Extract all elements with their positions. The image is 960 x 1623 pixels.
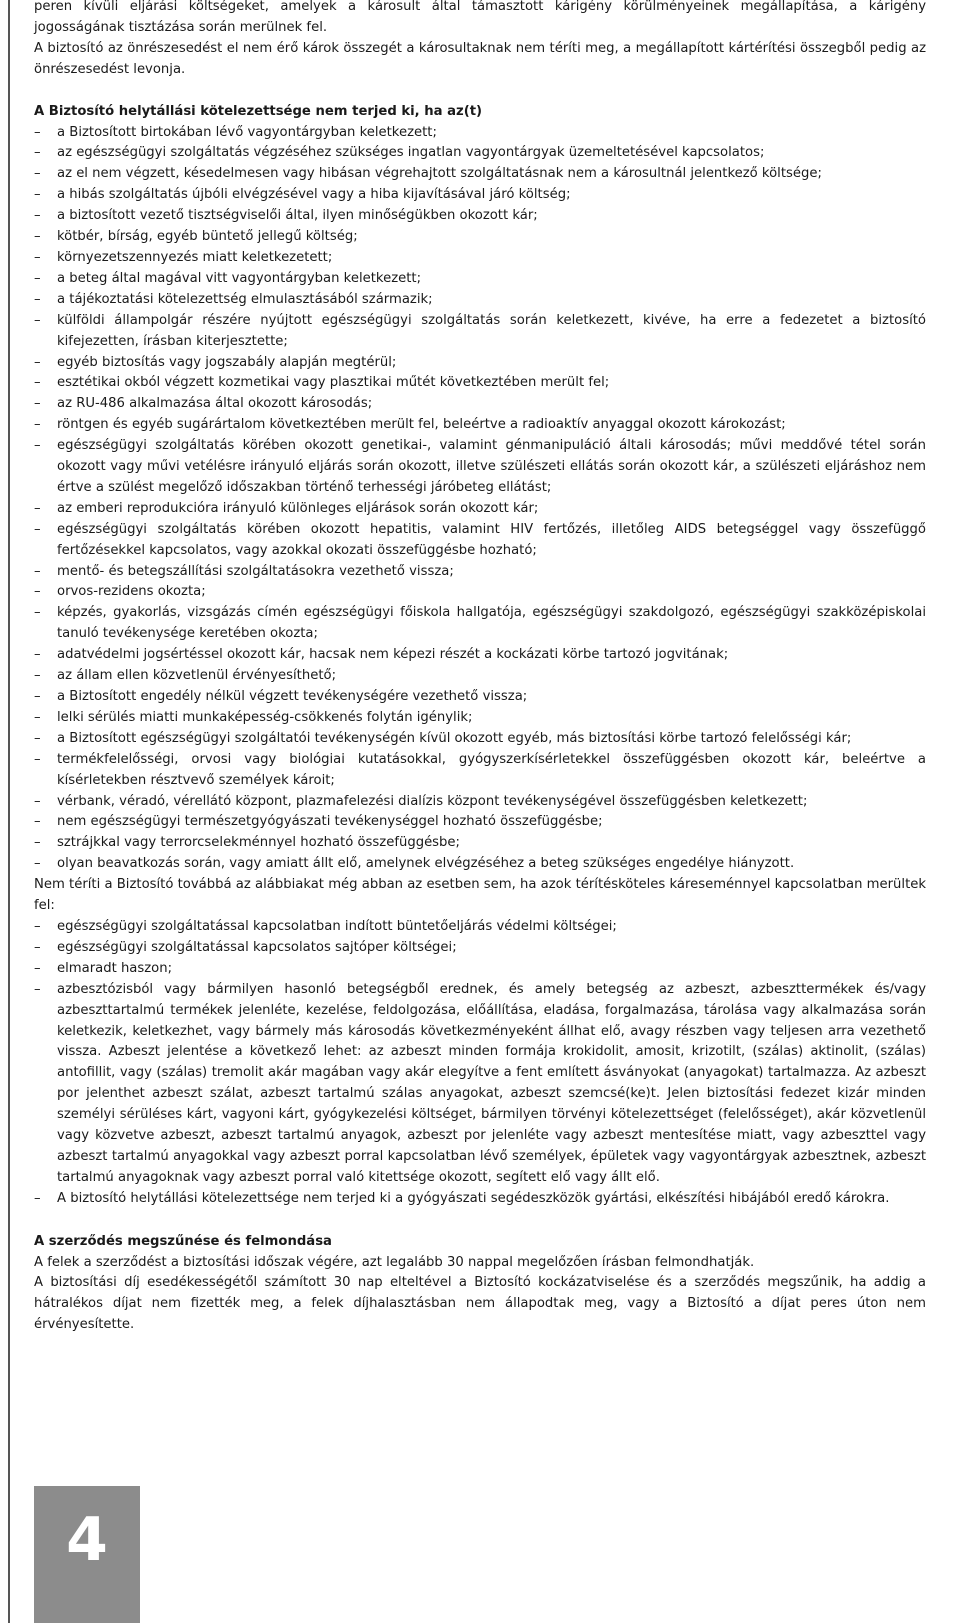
list-item: – egészségügyi szolgáltatás körében okozott genetikai-, valamint génmanipuláció általi károsodás; művi meddővé tétel során okozott vagy művi vetélésre irányuló eljárás során okozott, illetve szülészeti ellátás során okozott kár, a szülészeti eljáráshoz nem értve a szülést megelőző időszakban történő terhességi járóbeteg ellátást; [34, 436, 926, 499]
costs-intro: Nem téríti a Biztosító továbbá az alábbiakat még abban az esetben sem, ha azok térítésköteles káreseménnyel kapcsolatban merültek fel: [34, 877, 926, 914]
list-item: – vérbank, véradó, vérellátó központ, plazmafelezési dialízis központ tevékenységével összefüggésben keletkezett; [34, 792, 926, 813]
paragraph-deductible: A biztosító az önrészesedést el nem érő károk összegét a károsultaknak nem téríti meg, a megállapított kártérítési összegből pedig az önrészesedést levonja. [34, 40, 926, 77]
list-item: – esztétikai okból végzett kozmetikai vagy plasztikai műtét következtében merült fel; [34, 373, 926, 394]
list-item: – az el nem végzett, késedelmesen vagy hibásan végrehajtott szolgáltatásnak nem a károsultnál jelentkező költsége; [34, 164, 926, 185]
list-item: – mentő- és betegszállítási szolgáltatásokra vezethető vissza; [34, 562, 926, 583]
list-item: – a tájékoztatási kötelezettség elmulasztásából származik; [34, 290, 926, 311]
exclusions-heading: A Biztosító helytállási kötelezettsége nem terjed ki, ha az(t) [34, 103, 483, 119]
list-item: – környezetszennyezés miatt keletkezetett; [34, 248, 926, 269]
list-item: – az emberi reprodukcióra irányuló különleges eljárások során okozott kár; [34, 499, 926, 520]
list-item: – A biztosító helytállási kötelezettsége nem terjed ki a gyógyászati segédeszközök gyártási, elkészítési hibájából eredő károkra. [34, 1189, 926, 1210]
list-item: – egészségügyi szolgáltatás körében okozott hepatitis, valamint HIV fertőzés, illetőleg AIDS betegséggel vagy összefüggő fertőzésekkel kapcsolatos, vagy azokkal okozati összefüggésbe hozható; [34, 520, 926, 562]
termination-paragraph-notice: A felek a szerződést a biztosítási időszak végére, azt legalább 30 nappal megelőzően írásban felmondhatják. [34, 1254, 755, 1270]
costs-list [34, 917, 926, 1210]
list-item: – a Biztosított egészségügyi szolgáltatói tevékenységén kívül okozott egyéb, más biztosítási körbe tartozó felelősségi kár; [34, 729, 926, 750]
list-item: – elmaradt haszon; [34, 959, 926, 980]
list-item: – sztrájkkal vagy terrorcselekménnyel hozható összefüggésbe; [34, 833, 926, 854]
list-item: – egyéb biztosítás vagy jogszabály alapján megtérül; [34, 353, 926, 374]
list-item: – a Biztosított engedély nélkül végzett tevékenységére vezethető vissza; [34, 687, 926, 708]
list-item: – adatvédelmi jogsértéssel okozott kár, hacsak nem képezi részét a kockázati körbe tartozó jogvitának; [34, 645, 926, 666]
list-item: – a Biztosított birtokában lévő vagyontárgyban keletkezett; [34, 123, 926, 144]
list-item: – termékfelelősségi, orvosi vagy biológiai kutatásokkal, gyógyszerkísérletekkel összefüggésben okozott kár, beleértve a kísérletekben résztvevő személyek károit; [34, 750, 926, 792]
list-item: – lelki sérülés miatti munkaképesség-csökkenés folytán igénylik; [34, 708, 926, 729]
list-item: – olyan beavatkozás során, vagy amiatt állt elő, amelynek elvégzéséhez a beteg szükséges engedélye hiányzott. [34, 854, 926, 875]
page-number-box [34, 1486, 140, 1623]
list-item: – az egészségügyi szolgáltatás végzéséhez szükséges ingatlan vagyontárgyak üzemeltetésével kapcsolatos; [34, 143, 926, 164]
list-item: – az állam ellen közvetlenül érvényesíthető; [34, 666, 926, 687]
termination-paragraph-premium: A biztosítási díj esedékességétől számított 30 nap elteltével a Biztosító kockázatviselése és a szerződés megszűnik, ha addig a hátralékos díjat nem fizették meg, a felek díjhalasztásban nem állapodtak meg, vagy a Biztosító a díjat peres úton nem érvényesítette. [34, 1275, 926, 1333]
list-item: – orvos-rezidens okozta; [34, 582, 926, 603]
list-item: – azbesztózisból vagy bármilyen hasonló betegségből erednek, és amely betegség az azbeszt, azbeszttermékek és/vagy azbeszttartalmú termékek jelenléte, kezelése, feldolgozása, előállítása, eladása, forgalmazása, tárolása vagy alkalmazása során keletkezik, keletkezhet, vagy bármely más károsodás következményeként állhat elő, avagy részben vagy teljesen arra vezethető vissza. Azbeszt jelentése a következő lehet: az azbeszt minden formája krokidolit, amosit, krizotilt, (szálas) aktinolit, (szálas) antofillit, vagy (szálas) tremolit akár magában vagy akár elegyítve a fent említett ásványokat (anyagokat) tartalmazza. Az azbeszt por jelenthet azbeszt szálat, azbeszt tartalmú szálas anyagokat, azbeszt szemcsé(ke)t. Jelen biztosítási fedezet kizár minden személyi sérüléses kárt, vagyoni kárt, gyógykezelési költséget, bármilyen törvényi kötelezettséget (felelősséget), akár közvetlenül vagy közvetve azbeszt, azbeszt tartalmú anyagok, azbeszt por jelenléte vagy azbeszt mentesítése miatt, vagy azbeszttel vagy azbeszt tartalmú anyagokkal vagy azbeszt porral kapcsolatban lévő személyek, épületek vagy vagyontárgyak azbesztnek, azbeszt tartalmú anyagoknak vagy azbeszt porral való kitettsége okozott, segített elő vagy állt elő. [34, 980, 926, 1189]
page-number: 4 [66, 1505, 108, 1575]
list-item: – nem egészségügyi természetgyógyászati tevékenységgel hozható összefüggésbe; [34, 812, 926, 833]
paragraph-costs-continuation: peren kívüli eljárási költségeket, amelyek a károsult által támasztott kárigény körülményeinek megállapítása, a kárigény jogosságának tisztázása során merülnek fel. [34, 0, 926, 35]
list-item: – az RU-486 alkalmazása által okozott károsodás; [34, 394, 926, 415]
list-item: – röntgen és egyéb sugárártalom következtében merült fel, beleértve a radioaktív anyaggal okozott károkozást; [34, 415, 926, 436]
document-body [34, 0, 926, 1336]
list-item: – a biztosított vezető tisztségviselői által, ilyen minőségükben okozott kár; [34, 206, 926, 227]
list-item: – képzés, gyakorlás, vizsgázás címén egészségügyi főiskola hallgatója, egészségügyi szakdolgozó, egészségügyi szakközépiskolai tanuló tevékenysége keretében okozta; [34, 603, 926, 645]
termination-heading: A szerződés megszűnése és felmondása [34, 1233, 332, 1249]
list-item: – kötbér, bírság, egyéb büntető jellegű költség; [34, 227, 926, 248]
list-item: – a hibás szolgáltatás újbóli elvégzésével vagy a hiba kijavításával járó költség; [34, 185, 926, 206]
margin-rule [8, 0, 10, 1623]
list-item: – külföldi állampolgár részére nyújtott egészségügyi szolgáltatás során keletkezett, kivéve, ha erre a fedezetet a biztosító kifejezetten, írásban kiterjesztette; [34, 311, 926, 353]
exclusions-list [34, 123, 926, 876]
list-item: – egészségügyi szolgáltatással kapcsolatos sajtóper költségei; [34, 938, 926, 959]
list-item: – egészségügyi szolgáltatással kapcsolatban indított büntetőeljárás védelmi költségei; [34, 917, 926, 938]
list-item: – a beteg által magával vitt vagyontárgyban keletkezett; [34, 269, 926, 290]
